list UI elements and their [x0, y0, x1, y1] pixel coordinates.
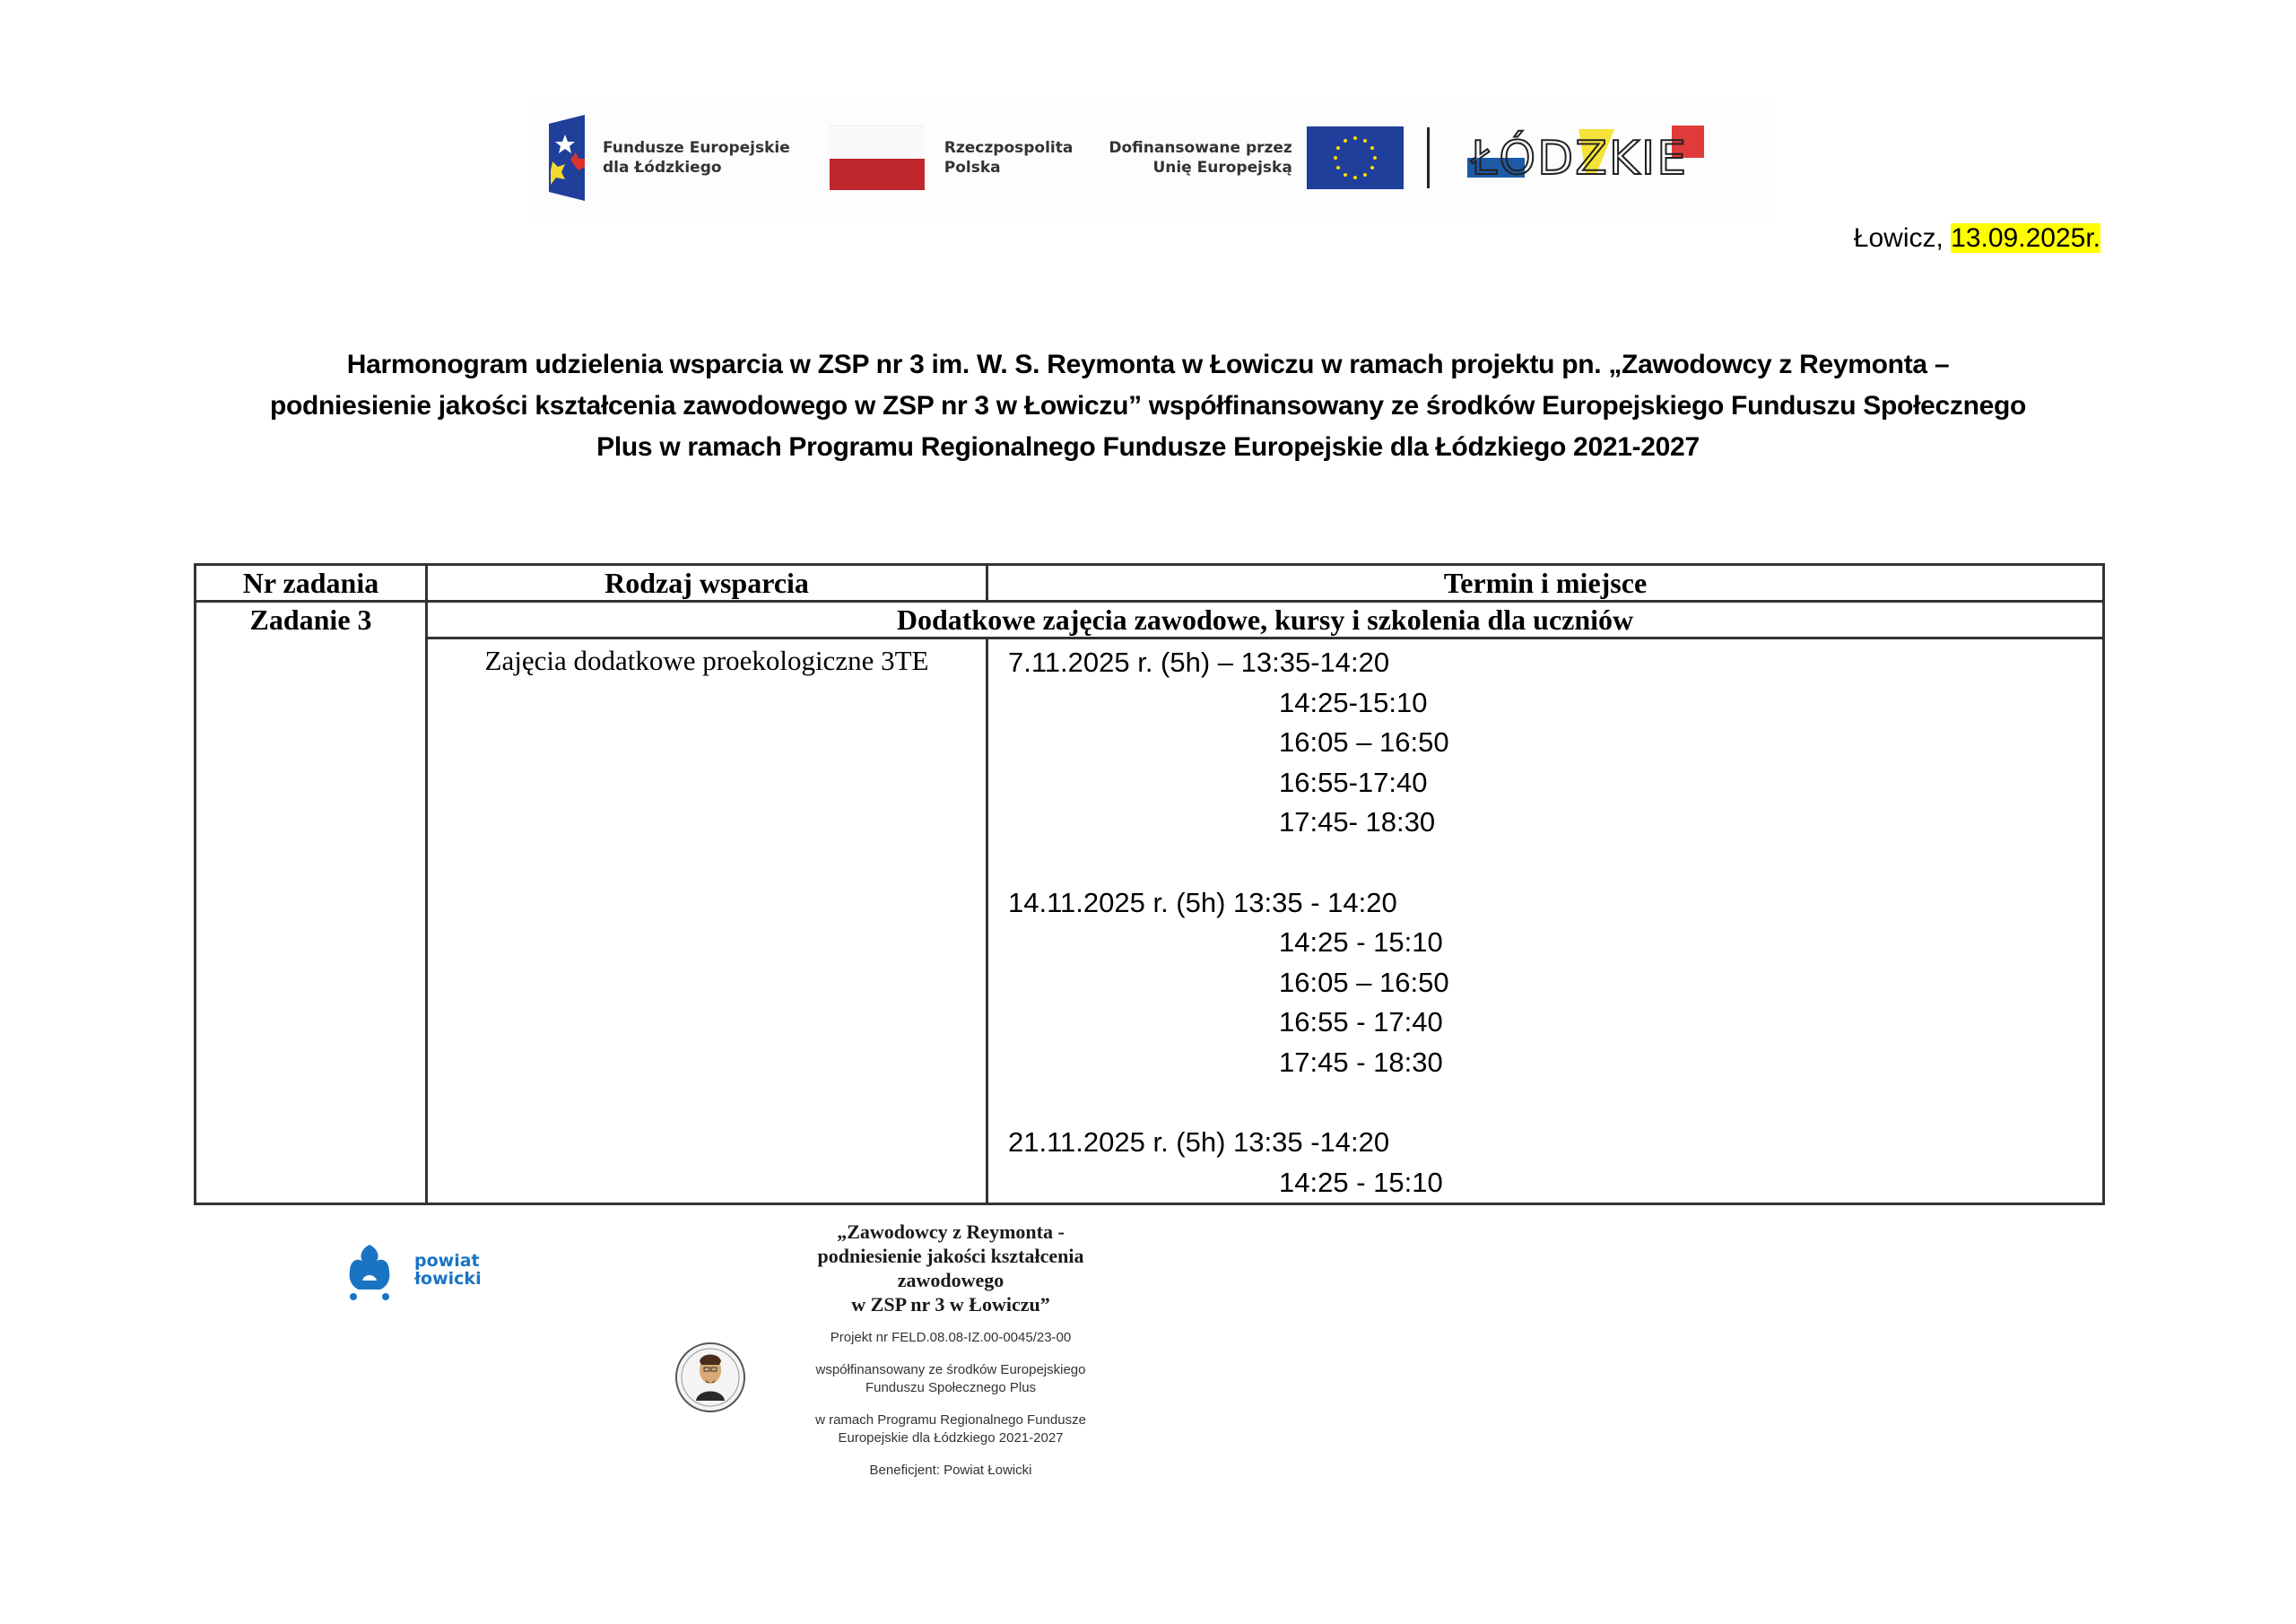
table-header-row: [196, 565, 2104, 602]
reymont-portrait-seal-icon: [674, 1342, 746, 1413]
document-title: [179, 344, 2117, 468]
title-line-2: podniesienie jakości kształcenia zawodowego w ZSP nr 3 w Łowiczu” współfinansowany ze środków Europejskiego Funduszu Społecznego: [269, 391, 2027, 421]
header-termin-i-miejsce: Termin i miejsce: [987, 565, 2104, 602]
schedule-cell: [987, 638, 2104, 1204]
task-detail-row: [196, 638, 2104, 1204]
eu-logo-line1: Dofinansowane przez: [1109, 139, 1292, 157]
schedule-date: 14.11.2025 r. (5h) 13:35 - 14:20: [1008, 886, 1397, 918]
schedule-slot: 16:55 - 17:40: [1279, 1006, 1443, 1038]
document-date: [1854, 221, 2100, 256]
title-line-1: Harmonogram udzielenia wsparcia w ZSP nr 3 im. W. S. Reymonta w Łowiczu w ramach projektu pn. „Zawodowcy z Reymonta –: [346, 350, 1950, 379]
title-line-3: Plus w ramach Programu Regionalnego Fundusze Europejskie dla Łódzkiego 2021-2027: [596, 432, 1700, 462]
project-number: Projekt nr FELD.08.08-IZ.00-0045/23-00: [830, 1330, 1072, 1345]
schedule-table: [194, 563, 2105, 1205]
fundusze-europejskie-logo-icon: [549, 115, 585, 201]
fe-logo: [549, 115, 790, 201]
project-title-line: „Zawodowcy z Reymonta -: [837, 1220, 1065, 1243]
eu-flag-icon: [1307, 126, 1404, 189]
schedule-slot: 14:25-15:10: [1279, 686, 1428, 718]
powiat-line2: łowicki: [414, 1269, 482, 1289]
project-title-line: zawodowego: [897, 1269, 1004, 1291]
programme-line: Europejskie dla Łódzkiego 2021-2027: [838, 1430, 1064, 1446]
lodzkie-logo-icon: [1460, 122, 1711, 194]
project-footer: [753, 1220, 1148, 1480]
project-title-line: w ZSP nr 3 w Łowiczu”: [851, 1293, 1050, 1316]
schedule-slot: 16:05 – 16:50: [1279, 726, 1449, 759]
lodzkie-logo-wordmark: ŁÓDZKIE: [1470, 132, 1688, 186]
programme-line: w ramach Programu Regionalnego Fundusze: [815, 1412, 1086, 1428]
schedule-slot: 14:25 - 15:10: [1279, 926, 1443, 959]
rp-logo-line2: Polska: [944, 159, 1001, 177]
place-label: Łowicz,: [1853, 223, 1952, 253]
header-rodzaj-wsparcia: Rodzaj wsparcia: [427, 565, 987, 602]
schedule-slot: 17:45 - 18:30: [1279, 1046, 1443, 1078]
schedule-slot: 16:05 – 16:50: [1279, 966, 1449, 998]
date-highlighted: 13.09.2025r.: [1951, 223, 2100, 253]
rp-logo-text: [944, 138, 1074, 178]
task-title-row: [196, 602, 2104, 638]
task-number: Zadanie 3: [196, 602, 427, 1204]
eu-logo-text: [1109, 138, 1292, 178]
fe-logo-line1: Fundusze Europejskie: [603, 139, 790, 157]
schedule-date: 7.11.2025 r. (5h) – 13:35-14:20: [1008, 647, 1390, 678]
rp-logo-line1: Rzeczpospolita: [944, 139, 1074, 157]
schedule-block-1: [1008, 643, 2102, 843]
task-title: Dodatkowe zajęcia zawodowe, kursy i szkolenia dla uczniów: [427, 602, 2104, 638]
powiat-lowicki-text: [414, 1252, 482, 1288]
powiat-lowicki-logo-icon: [344, 1241, 395, 1302]
header-nr-zadania: Nr zadania: [196, 565, 427, 602]
logo-divider: [1427, 127, 1430, 188]
logo-strip: [529, 97, 1776, 219]
support-type: Zajęcia dodatkowe proekologiczne 3TE: [427, 638, 987, 1204]
schedule-slot: 14:25 - 15:10: [1279, 1166, 1443, 1198]
programme-text: [753, 1411, 1148, 1447]
fe-logo-text: [603, 138, 790, 178]
rp-logo: [830, 126, 1074, 190]
eu-logo: [1109, 126, 1403, 189]
schedule-date: 21.11.2025 r. (5h) 13:35 -14:20: [1008, 1126, 1390, 1159]
cofinanced-line: współfinansowany ze środków Europejskiego: [815, 1362, 1086, 1377]
fe-logo-line2: dla Łódzkiego: [603, 159, 722, 177]
powiat-line1: powiat: [414, 1251, 480, 1271]
project-title: [753, 1220, 1148, 1316]
cofinanced-line: Funduszu Społecznego Plus: [865, 1380, 1037, 1395]
polish-flag-icon: [830, 126, 925, 190]
schedule-slot: 16:55-17:40: [1279, 766, 1428, 798]
schedule-block-3: [1008, 1123, 2102, 1203]
schedule-block-2: [1008, 883, 2102, 1083]
beneficiary: Beneficjent: Powiat Łowicki: [869, 1463, 1032, 1478]
cofinanced-text: [753, 1361, 1148, 1397]
project-title-line: podniesienie jakości kształcenia: [817, 1245, 1084, 1267]
schedule-slot: 17:45- 18:30: [1279, 806, 1436, 838]
eu-logo-line2: Unię Europejską: [1152, 159, 1292, 177]
